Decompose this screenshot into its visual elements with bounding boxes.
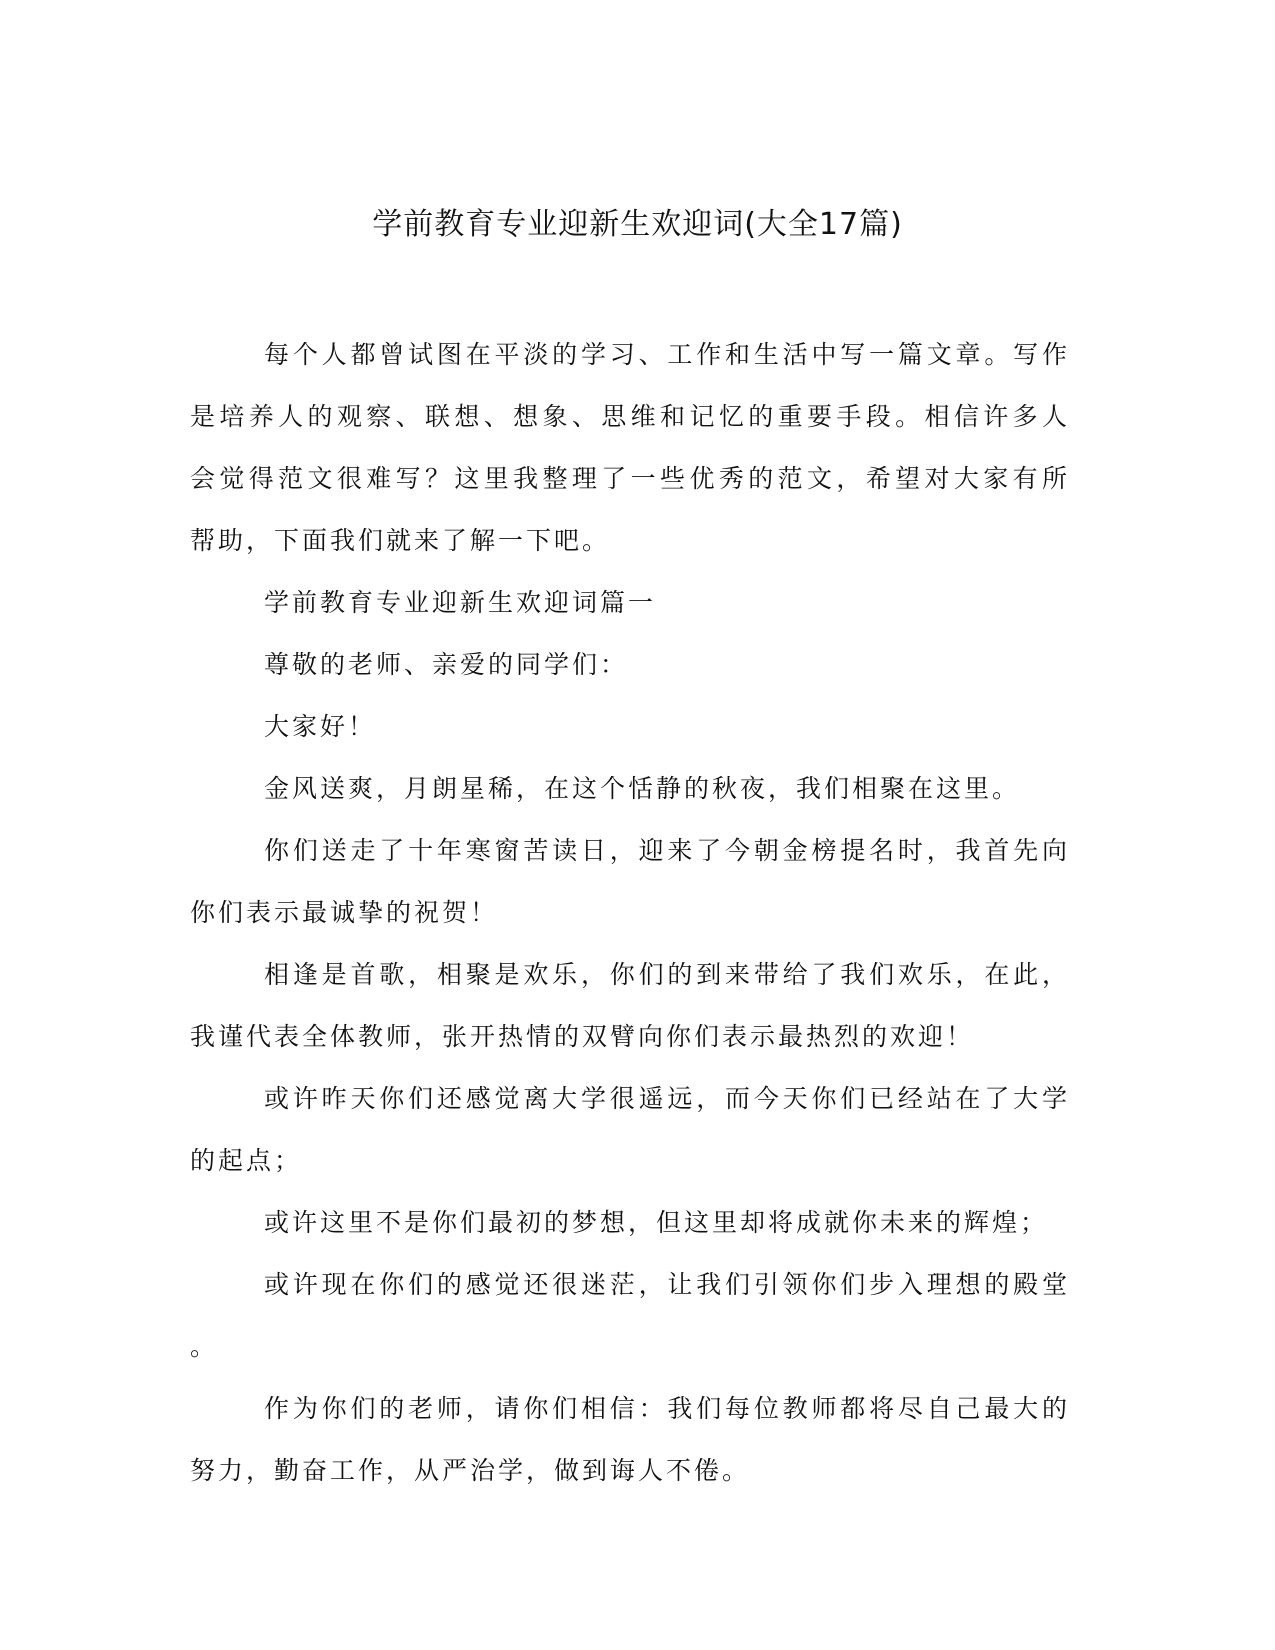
- paragraph: [190, 944, 1070, 1068]
- text-line: 尊敬的老师、亲爱的同学们：: [264, 650, 629, 679]
- paragraph: [190, 1068, 1070, 1192]
- text-line: 或许昨天你们还感觉离大学很遥远，而今天你们已经站在了大学: [264, 1084, 1070, 1113]
- text-line: 你们表示最诚挚的祝贺！: [190, 898, 499, 927]
- text-line: 大家好！: [264, 712, 377, 741]
- text-line: 帮助，下面我们就来了解一下吧。: [190, 526, 611, 555]
- text-line: 是培养人的观察、联想、想象、思维和记忆的重要手段。相信许多人: [190, 402, 1070, 431]
- document-title: 学前教育专业迎新生欢迎词(大全17篇): [372, 207, 903, 242]
- paragraph: [190, 1254, 1070, 1378]
- paragraph-greeting: [190, 696, 1070, 758]
- paragraph-salutation: [190, 634, 1070, 696]
- paragraph: [190, 820, 1070, 944]
- text-line: 。: [190, 1332, 219, 1361]
- text-line: 我谨代表全体教师，张开热情的双臂向你们表示最热烈的欢迎！: [190, 1022, 975, 1051]
- paragraph-intro: [190, 324, 1070, 572]
- text-line: 或许现在你们的感觉还很迷茫，让我们引领你们步入理想的殿堂: [264, 1270, 1070, 1299]
- text-line: 会觉得范文很难写？这里我整理了一些优秀的范文，希望对大家有所: [190, 464, 1070, 493]
- text-line: 金风送爽，月朗星稀，在这个恬静的秋夜，我们相聚在这里。: [264, 774, 1021, 803]
- document-body: [190, 324, 1070, 1502]
- text-line: 每个人都曾试图在平淡的学习、工作和生活中写一篇文章。写作: [264, 340, 1070, 369]
- text-line: 作为你们的老师，请你们相信：我们每位教师都将尽自己最大的: [264, 1394, 1070, 1423]
- section-heading: [190, 572, 1070, 634]
- text-line: 或许这里不是你们最初的梦想，但这里却将成就你未来的辉煌；: [264, 1208, 1049, 1237]
- text-line: 的起点；: [190, 1146, 303, 1175]
- paragraph: [190, 758, 1070, 820]
- paragraph: [190, 1378, 1070, 1502]
- text-line: 你们送走了十年寒窗苦读日，迎来了今朝金榜提名时，我首先向: [264, 836, 1070, 865]
- text-line: 努力，勤奋工作，从严治学，做到诲人不倦。: [190, 1456, 751, 1485]
- text-line: 相逢是首歌，相聚是欢乐，你们的到来带给了我们欢乐，在此，: [264, 960, 1070, 989]
- text-line: 学前教育专业迎新生欢迎词篇一: [264, 588, 657, 617]
- paragraph: [190, 1192, 1070, 1254]
